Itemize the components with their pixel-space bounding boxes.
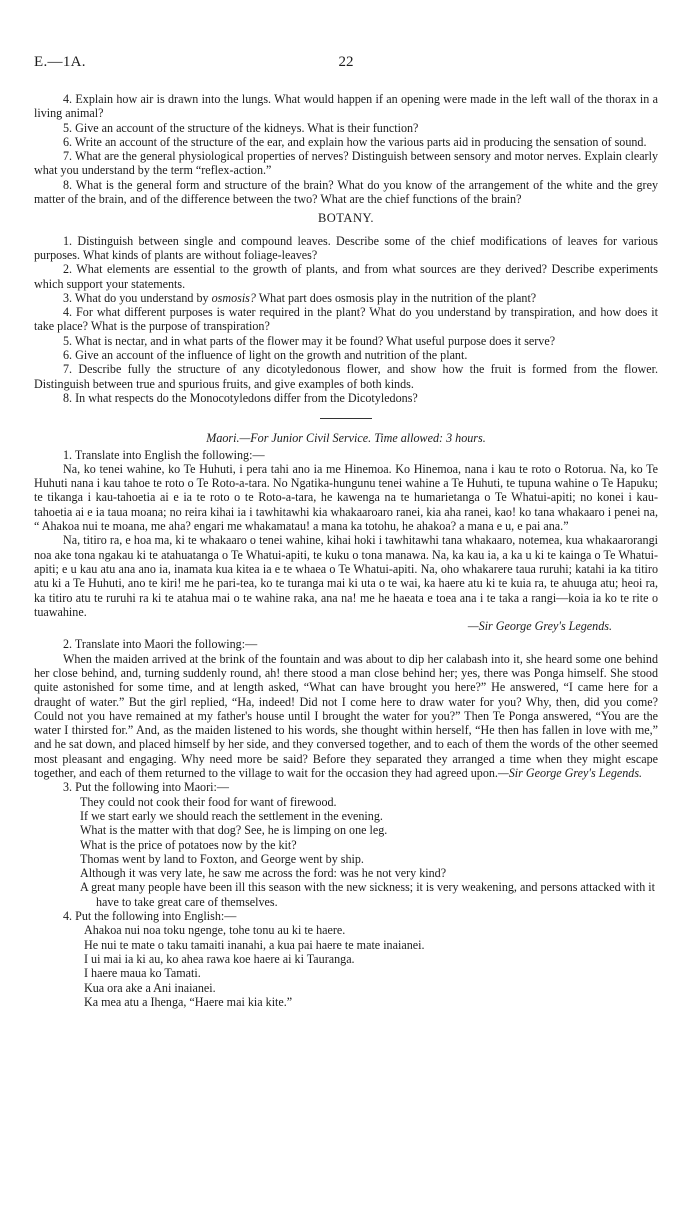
maori-question-3-intro: 3. Put the following into Maori:— — [63, 780, 229, 795]
sentence-item: Kua ora ake a Ani inaianei. — [84, 980, 216, 995]
botany-question-8: 8. In what respects do the Monocotyledons differ from the Dicotyledons? — [63, 390, 418, 405]
english-passage-text: When the maiden arrived at the brink of the fountain and was about to dip her calabash into it, she heard some one behind her close behind, and, turning suddenly round, ah! there stood a man close behind her; yes, there was Ponga himself. She stood quite astonished for some time, and at length asked, “What can have brought you here?” He answered, “I came here for a draught of water.” But the girl replied, “Ha, indeed! Did not I come here to draw water for you? Why, then, did you come? Could not you have remained at my father's house until I brought the water for you?” Then Te Ponga answered, “You are the water I thirsted for.” And, as the maiden listened to his words, she thought within herself, “He then has fallen in love with me,” and he sat down, and placed himself by her side, and they conversed together, and to each of them the words of the other seemed most pleasant and engaging. Why need more be said? Before they separated they arranged a time when they might escape together, and each of them returned to the village to wait for the occasion they had agreed upon. — [34, 651, 658, 781]
physiology-section — [34, 92, 658, 1009]
botany-question-3 — [34, 291, 658, 305]
maori-question-3-sentences — [34, 795, 658, 909]
sentence-item: I haere maua ko Tamati. — [84, 966, 201, 981]
english-passage-attribution: —Sir George Grey's Legends. — [497, 766, 643, 781]
sentence-item: What is the price of potatoes now by the kit? — [80, 837, 297, 852]
botany-question-6: 6. Give an account of the influence of light on the growth and nutrition of the plant. — [63, 348, 468, 363]
maori-question-2-intro: 2. Translate into Maori the following:— — [63, 637, 258, 652]
maori-question-4-intro: 4. Put the following into English:— — [63, 909, 237, 924]
botany-question-4: 4. For what different purposes is water required in the plant? What do you understand by transpiration, and how does it take place? What is the purpose of transpiration? — [34, 305, 658, 334]
sentence-item: If we start early we should reach the settlement in the evening. — [80, 808, 383, 823]
sentence-item: I ui mai ia ki au, ko ahea rawa koe haere ai ki Tauranga. — [84, 951, 355, 966]
sentence-item: A great many people have been ill this season with the new sickness; it is very weakening, and persons attacked with it have to take great care of themselves. — [80, 880, 655, 909]
physiology-question-6: 6. Write an account of the structure of the ear, and explain how the various parts aid in producing the sensation of sound. — [63, 134, 647, 149]
document-reference: E.—1A. — [34, 54, 86, 70]
section-divider — [320, 418, 372, 419]
sentence-item: They could not cook their food for want of firewood. — [80, 794, 337, 809]
maori-section-title: Maori.—For Junior Civil Service. Time allowed: 3 hours. — [206, 431, 486, 446]
sentence-item: He nui te mate o taku tamaiti inanahi, a kua pai haere te mate inaianei. — [84, 937, 425, 952]
botany-question-2: 2. What elements are essential to the growth of plants, and from what sources are they derived? Describe experiments which support your statements. — [34, 262, 658, 291]
maori-passage-2: Na, titiro ra, e hoa ma, ki te whakaaro o tenei wahine, kihai hoki i tawhitawhi tana whakaaro, notemea, kua whakaarorangi noa ake tona ngakau ki te atahuatanga o Te Whatui-apiti, te kuku o tona manawa. Na, ka kau ia, a ka u ki te kainga o Te Whatui-apiti; e u kau atu ana ano ia, inamata kua kitea ia e te whaea o Te Whatui-apiti. Na, oho whakarere taua ruruhi; katahi ia ka titiro atu ki a Te Huhuti, ano te kiri! me he pari-tea, ko te turanga mai ki uta o te wai, ka haere atu ki te kuia ra, te ahuuga atu; heoi ra, ka titiro atu te ruruhi ra ki te atahua mai o te wahine raka, ana na! me he haeata e toea ana i te taka a rangi—koia ia ko te rite o tuawahine. — [34, 533, 658, 619]
physiology-question-7: 7. What are the general physiological properties of nerves? Distinguish between sensory and motor nerves. Explain clearly what you understand by the term “reflex-action.” — [34, 149, 658, 178]
page-header — [34, 55, 658, 77]
physiology-question-4: 4. Explain how air is drawn into the lungs. What would happen if an opening were made in the left wall of the thorax in a living animal? — [34, 92, 658, 121]
botany-question-5: 5. What is nectar, and in what parts of the flower may it be found? What useful purpose does it serve? — [63, 333, 556, 348]
sentence-item: What is the matter with that dog? See, he is limping on one leg. — [80, 823, 388, 838]
botany-question-3-end: What part does osmosis play in the nutrition of the plant? — [255, 290, 537, 305]
physiology-question-8: 8. What is the general form and structure of the brain? What do you know of the arrangement of the white and the grey matter of the brain, and of the difference between the two? What are the chief functions of the brain? — [34, 177, 658, 207]
botany-heading: BOTANY. — [317, 211, 375, 226]
english-passage — [34, 652, 658, 781]
sentence-item: Although it was very late, he saw me across the ford: was he not very kind? — [80, 866, 447, 881]
maori-question-4-sentences — [34, 923, 658, 1009]
botany-question-1: 1. Distinguish between single and compound leaves. Describe some of the chief modifications of leaves for various purposes. What kinds of plants are without foliage-leaves? — [34, 233, 658, 262]
botany-question-7: 7. Describe fully the structure of any dicotyledonous flower, and show how the fruit is formed from the flower. Distinguish between true and spurious fruits, and give examples of both kinds. — [34, 362, 658, 391]
botany-question-3-start: 3. What do you understand by — [63, 290, 212, 305]
physiology-question-5: 5. Give an account of the structure of the kidneys. What is their function? — [63, 120, 419, 135]
botany-question-3-term: osmosis? — [211, 290, 256, 305]
sentence-item: Thomas went by land to Foxton, and George went by ship. — [80, 851, 364, 866]
page-number: 22 — [338, 54, 354, 70]
sentence-item: Ahakoa nui noa toku ngenge, tohe tonu au ki te haere. — [84, 923, 346, 938]
maori-passage-1: Na, ko tenei wahine, ko Te Huhuti, i pera tahi ano ia me Hinemoa. Ko Hinemoa, nana i kau te roto o Rotorua. Na, ko Te Huhuti nana i kau tahoe te roto o Te Roto-a-tara. No Ngatika-hungunu tenei wahine a Te Huhuti, te tupuna wahine o Te Hapuku; te tikanga i kau-tahoetia ai e ia te roto o te Roto-a-tara, he kawenga na te humarietanga o Te Whatui-apiti; no konei i kau-tahoetia ai e ia taua moana; no reira kihai ia i tawhitawhi kia whakaaroaro ranei, kia aha ranei, kao! ko tana whakaaro i penei na, “ Ahakoa nui te moana, me aha? engari me whakamatau! a mana ka totohu, he ahakoa? a mana e u, e pai ana.” — [34, 461, 658, 534]
sentence-item: Ka mea atu a Ihenga, “Haere mai kia kite.” — [84, 994, 293, 1009]
maori-question-1-intro: 1. Translate into English the following:— — [63, 447, 265, 462]
maori-passage-attribution: —Sir George Grey's Legends. — [467, 619, 612, 634]
